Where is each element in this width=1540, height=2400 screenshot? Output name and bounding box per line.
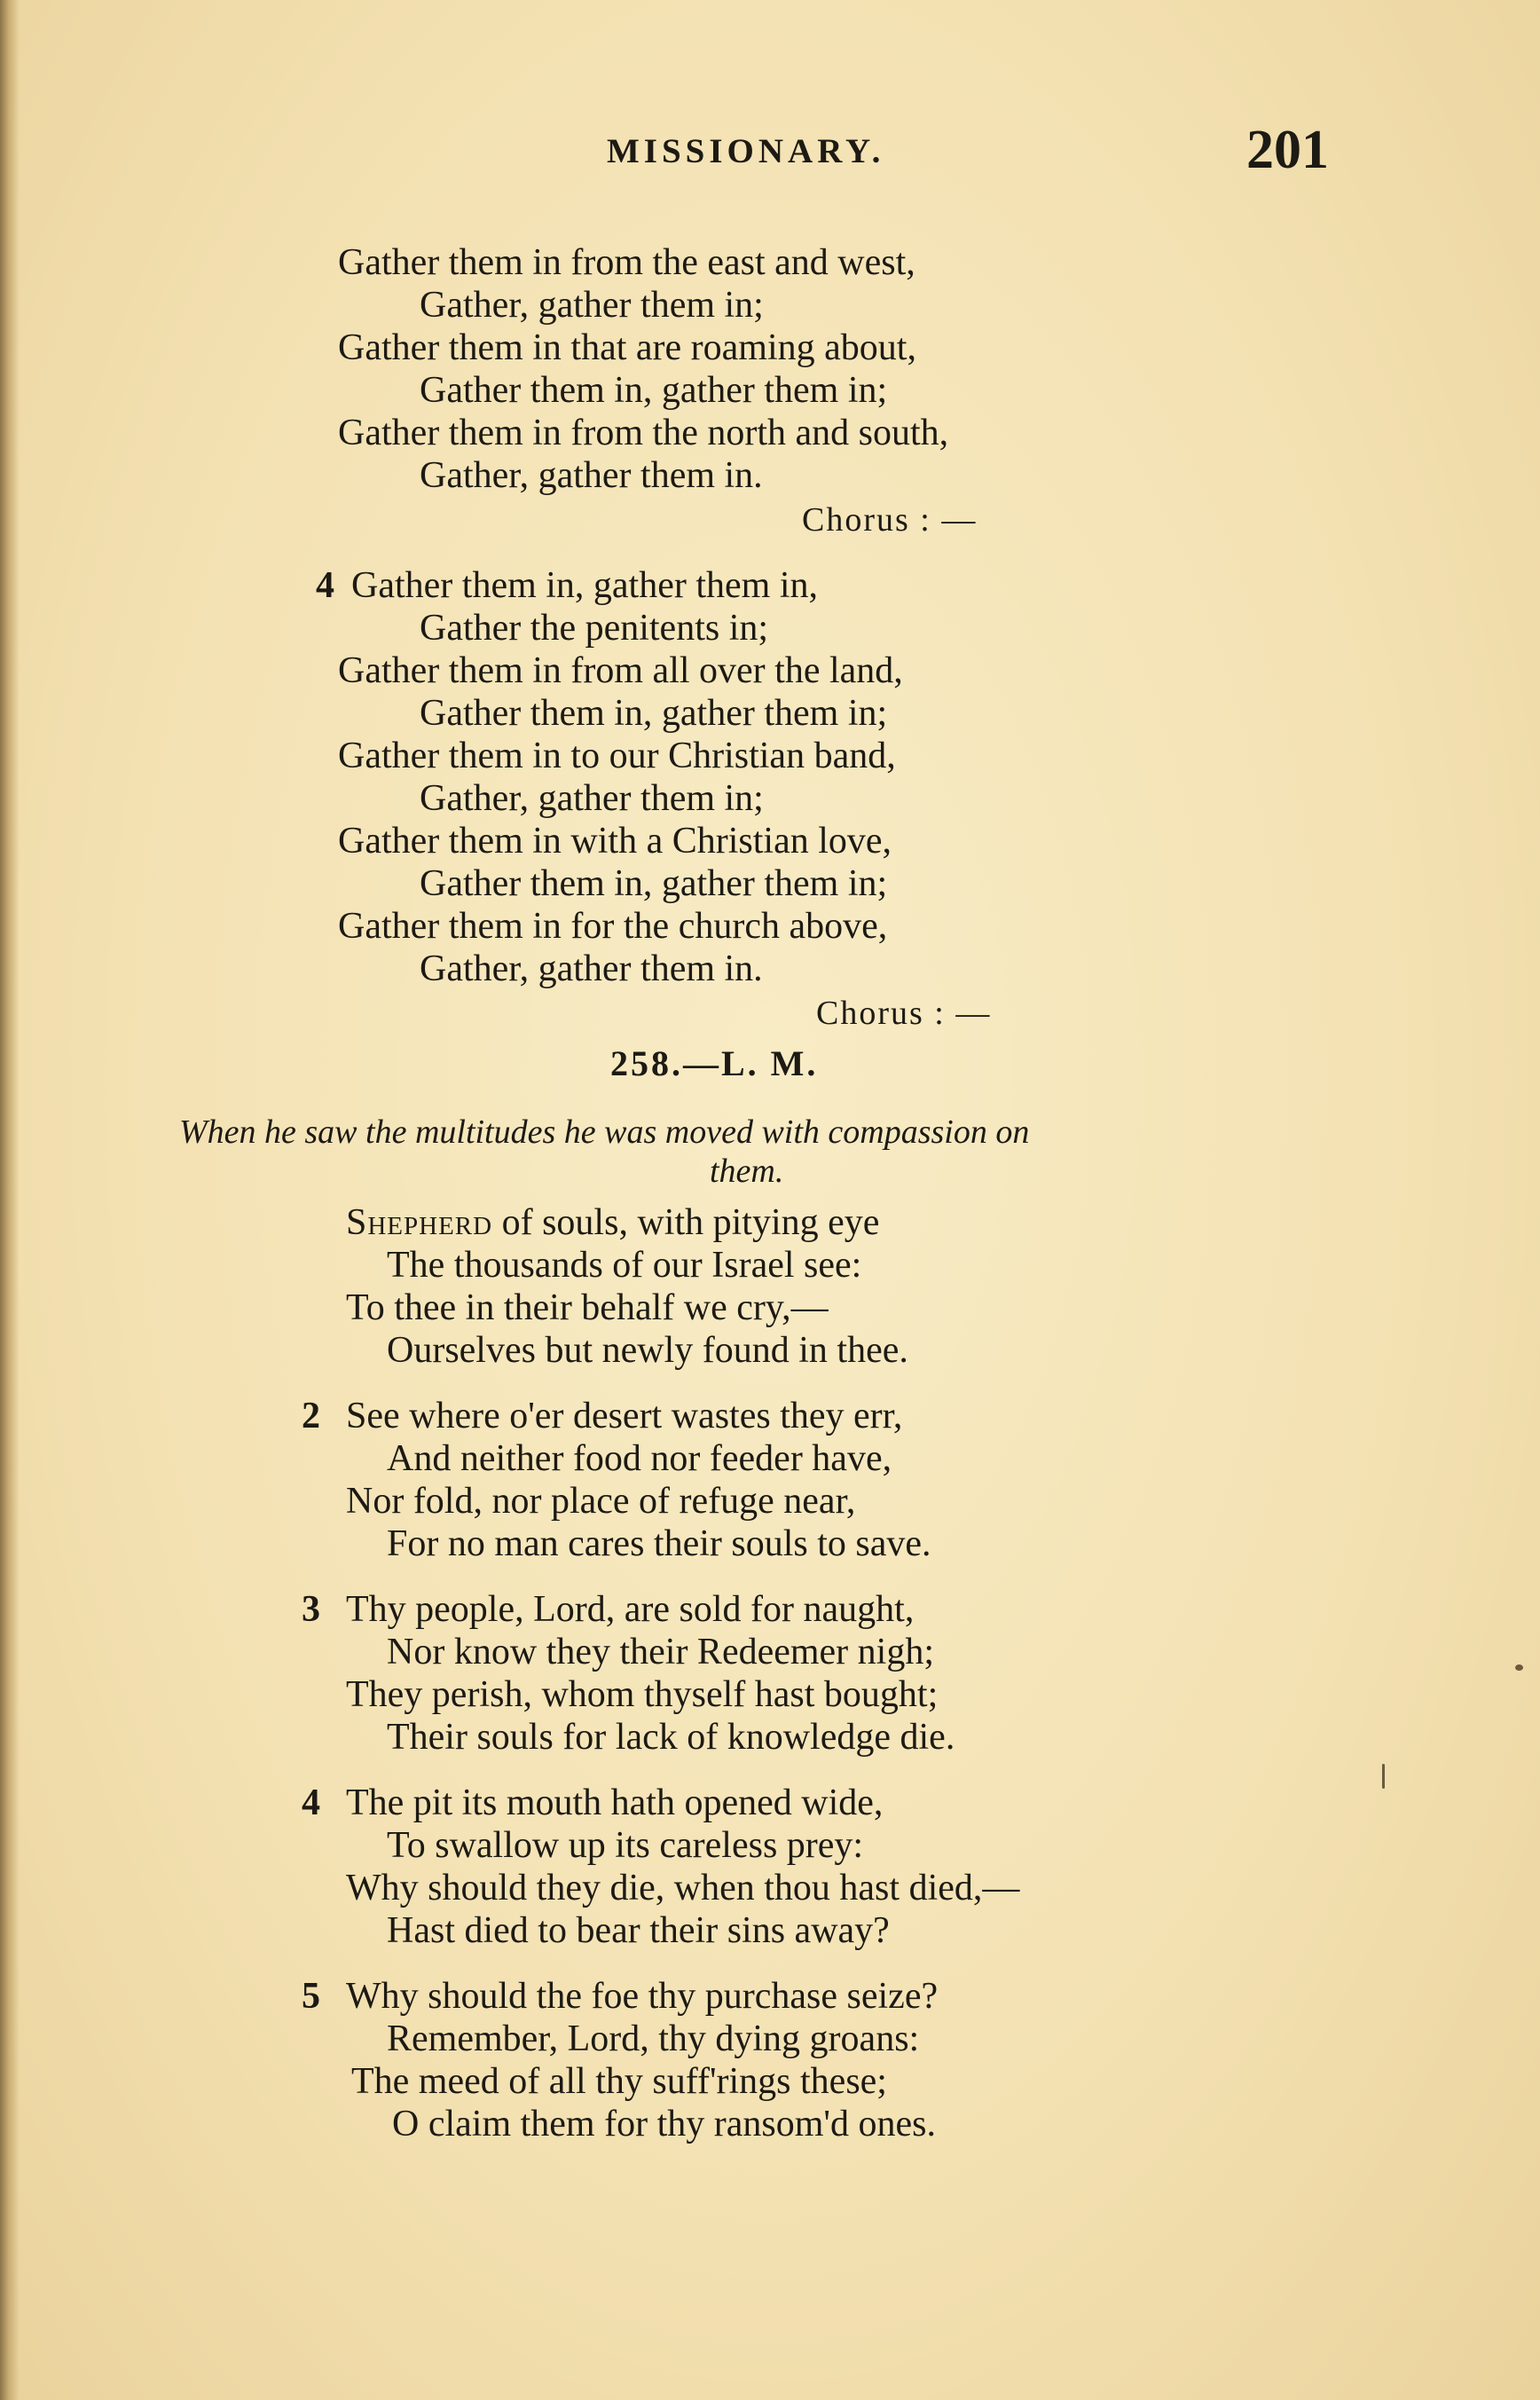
- stanza-number: 3: [302, 1589, 320, 1630]
- running-head: MISSIONARY.: [607, 132, 885, 170]
- paper-speck: [1382, 1764, 1385, 1789]
- stanza-line: Remember, Lord, thy dying groans:: [387, 2018, 920, 2059]
- verse-line: Gather them in for the church above,: [338, 906, 888, 947]
- stanza-number: 2: [302, 1396, 320, 1436]
- chorus-label: Chorus : —: [802, 501, 978, 539]
- stanza-number: 5: [302, 1976, 320, 2017]
- stanza-line: Why should they die, when thou hast died,—: [346, 1868, 1020, 1908]
- paper-speck: [1515, 1664, 1523, 1671]
- verse-line: Gather them in, gather them in;: [420, 863, 888, 904]
- verse-line: Gather them in, gather them in;: [420, 370, 888, 411]
- verse-line: Gather, gather them in;: [420, 778, 764, 819]
- verse-line: Gather them in from the north and south,: [338, 413, 949, 453]
- hymn-epigraph: When he saw the multitudes he was moved with compassion on: [179, 1113, 1030, 1151]
- stanza-line: Nor know they their Redeemer nigh;: [387, 1632, 934, 1672]
- first-word-small-caps: Shepherd: [346, 1202, 493, 1243]
- hymn-number-title: 258.—L. M.: [610, 1043, 819, 1083]
- stanza-line: See where o'er desert wastes they err,: [346, 1396, 903, 1436]
- verse-line: Gather them in from all over the land,: [338, 650, 903, 691]
- stanza-number: 4: [302, 1782, 320, 1823]
- verse-line: Gather, gather them in.: [420, 948, 763, 989]
- verse-line: Gather them in that are roaming about,: [338, 327, 916, 368]
- stanza-line: Nor fold, nor place of refuge near,: [346, 1481, 856, 1522]
- verse-line: Gather, gather them in.: [420, 455, 763, 496]
- stanza-line: Their souls for lack of knowledge die.: [387, 1717, 955, 1758]
- stanza-line: The pit its mouth hath opened wide,: [346, 1782, 884, 1823]
- verse-line: Gather them in, gather them in,: [351, 565, 819, 606]
- stanza-line: The thousands of our Israel see:: [387, 1245, 862, 1286]
- page-number: 201: [1246, 120, 1329, 180]
- stanza-line: Ourselves but newly found in thee.: [387, 1330, 908, 1371]
- stanza-line: Why should the foe thy purchase seize?: [346, 1976, 939, 2017]
- stanza-line: O claim them for thy ransom'd ones.: [392, 2104, 936, 2144]
- stanza-line: For no man cares their souls to save.: [387, 1523, 931, 1564]
- stanza-first-line: [346, 1201, 879, 1244]
- page-header: [0, 122, 1540, 185]
- verse-number: 4: [316, 565, 334, 606]
- hymn-epigraph: them.: [710, 1153, 784, 1190]
- stanza-line: Hast died to bear their sins away?: [387, 1910, 890, 1951]
- stanza-line: To swallow up its careless prey:: [387, 1825, 864, 1866]
- stanza-line: They perish, whom thyself hast bought;: [346, 1674, 939, 1715]
- first-line-rest: of souls, with pitying eye: [492, 1202, 880, 1243]
- stanza-line: And neither food nor feeder have,: [387, 1438, 892, 1479]
- stanza-line: To thee in their behalf we cry,—: [346, 1287, 829, 1328]
- verse-line: Gather them in with a Christian love,: [338, 821, 892, 862]
- verse-line: Gather the penitents in;: [420, 608, 769, 649]
- verse-line: Gather them in from the east and west,: [338, 242, 915, 283]
- verse-line: Gather them in to our Christian band,: [338, 736, 896, 776]
- stanza-line: Thy people, Lord, are sold for naught,: [346, 1589, 915, 1630]
- chorus-label: Chorus : —: [816, 995, 992, 1032]
- verse-line: Gather them in, gather them in;: [420, 693, 888, 734]
- verse-line: Gather, gather them in;: [420, 285, 764, 326]
- page-binding-edge: [0, 0, 20, 2400]
- stanza-line: The meed of all thy suff'rings these;: [351, 2061, 887, 2102]
